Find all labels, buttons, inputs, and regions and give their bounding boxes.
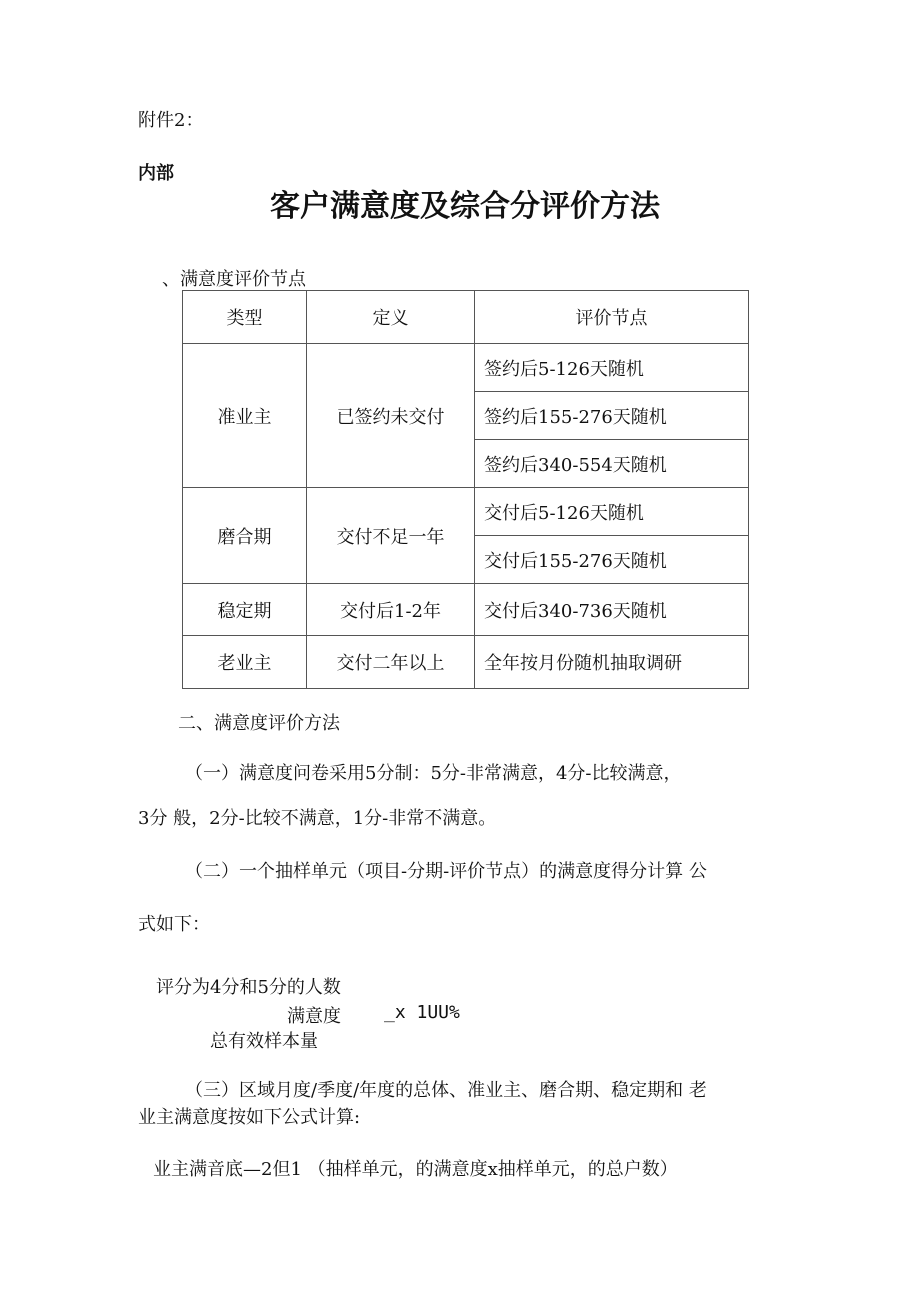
table-row [183,636,749,689]
table-row [183,488,749,536]
table-row [183,584,749,636]
paragraph-text: 业主满意度按如下公式计算: [138,1107,361,1128]
type-cell: 稳定期 [183,584,307,636]
internal-label: 内部 [138,163,174,184]
evaluation-node-table [182,290,749,689]
eval-node-cell: 交付后340-736天随机 [475,584,749,636]
eval-node-cell: 交付后155-276天随机 [475,536,749,584]
paragraph-text: （二）一个抽样单元（项目-分期-评价节点）的满意度得分计算 公 [185,861,707,882]
type-cell: 准业主 [183,344,307,488]
section2-heading: 二、满意度评价方法 [178,713,340,734]
paragraph-text: （一）满意度问卷采用5分制：5分-非常满意，4分-比较满意， [185,763,682,784]
formula-numerator: 评分为4分和5分的人数 [156,977,341,998]
eval-node-cell: 签约后155-276天随机 [475,392,749,440]
paragraph-text: 式如下： [138,914,210,935]
paragraph-text: 3分 般，2分-比较不满意，1分-非常不满意。 [138,808,497,829]
formula-multiplier: _x 1UU% [384,1002,460,1023]
type-cell: 磨合期 [183,488,307,584]
formula-text: 业主满音底—2但1 （抽样单元，的满意度x抽样单元，的总户数） [153,1159,678,1180]
definition-cell: 已签约未交付 [307,344,475,488]
header-type: 类型 [183,291,307,344]
section1-heading: 、满意度评价节点 [162,269,306,290]
header-eval-node: 评价节点 [475,291,749,344]
header-definition: 定义 [307,291,475,344]
table-header-row [183,291,749,344]
formula-denominator: 总有效样本量 [210,1031,318,1052]
table-row [183,344,749,392]
attachment-label: 附件2： [138,110,204,131]
eval-node-cell: 签约后340-554天随机 [475,440,749,488]
eval-node-cell: 签约后5-126天随机 [475,344,749,392]
definition-cell: 交付不足一年 [307,488,475,584]
definition-cell: 交付后1-2年 [307,584,475,636]
eval-node-cell: 交付后5-126天随机 [475,488,749,536]
type-cell: 老业主 [183,636,307,689]
paragraph-text: （三）区域月度/季度/年度的总体、准业主、磨合期、稳定期和 老 [185,1080,707,1101]
document-title: 客户满意度及综合分评价方法 [270,189,660,224]
formula-label: 满意度 [287,1006,341,1027]
eval-node-cell: 全年按月份随机抽取调研 [475,636,749,689]
definition-cell: 交付二年以上 [307,636,475,689]
